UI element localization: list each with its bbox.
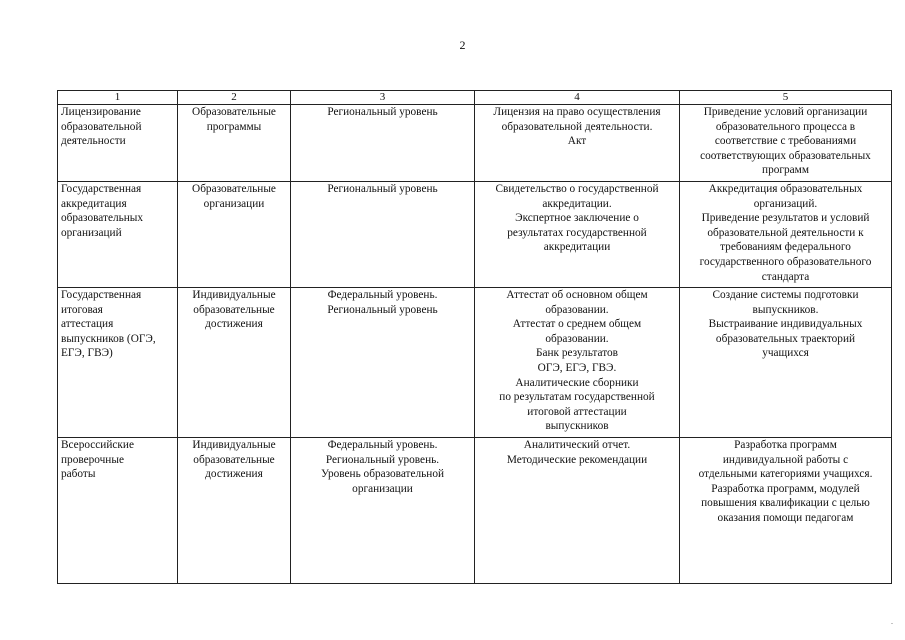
cell-text-line: Федеральный уровень.	[327, 289, 438, 301]
cell-text-line: Региональный уровень	[327, 106, 438, 118]
cell-text-line: Выстраивание индивидуальных	[708, 318, 863, 331]
cell-text-line: оказания помощи педагогам	[717, 511, 854, 524]
cell-text-line: образовательного процесса в	[715, 120, 856, 133]
cell-text-line: итоговой аттестации	[527, 405, 627, 418]
cell-text-line: Аналитический отчет.	[523, 439, 631, 451]
table-cell	[178, 182, 291, 288]
table-cell	[178, 288, 291, 438]
table-header-row	[58, 91, 892, 105]
cell-text-line: Методические рекомендации	[506, 453, 648, 466]
cell-text-line: Образовательные	[192, 106, 276, 118]
table-cell	[178, 438, 291, 584]
cell-text-line: Образовательные	[192, 183, 276, 195]
cell-text-line: Государственная	[61, 183, 142, 195]
cell-text-line: повышения квалификации с целью	[701, 497, 870, 510]
cell-text-line: Приведение результатов и условий	[701, 212, 870, 225]
cell-text-line: образовательных траекторий	[715, 332, 856, 345]
cell-text-line: Разработка программ, модулей	[711, 482, 860, 495]
cell-text-line: аккредитации	[543, 241, 611, 254]
cell-text-line: стандарта	[761, 270, 810, 283]
cell-text-line: образовательные	[193, 303, 275, 316]
table-cell	[680, 105, 892, 182]
cell-text-line: результатах государственной	[507, 226, 647, 239]
cell-text-line: Приведение условий организации	[703, 106, 868, 118]
cell-text-line: аккредитация	[61, 197, 127, 210]
document-table	[57, 90, 892, 584]
cell-text-line: работы	[61, 468, 96, 481]
cell-text-line: организации	[203, 197, 265, 210]
cell-text-line: образовании.	[545, 303, 609, 316]
cell-text-line: выпускников.	[752, 303, 819, 316]
cell-text-line: Аккредитация образовательных	[708, 183, 863, 195]
table-row	[58, 105, 892, 182]
cell-text-line: образовании.	[545, 332, 609, 345]
cell-text-line: Федеральный уровень.	[327, 439, 438, 451]
table-cell	[58, 105, 178, 182]
table-cell	[178, 105, 291, 182]
cell-text-line: программ	[762, 164, 809, 177]
cell-text-line: соответствие с требованиями	[714, 135, 857, 148]
table-cell	[680, 182, 892, 288]
cell-text-line: ЕГЭ, ГВЭ)	[61, 347, 113, 360]
cell-text-line: Аттестат о среднем общем	[512, 318, 642, 331]
cell-text-line: Индивидуальные	[192, 289, 276, 301]
scan-mark: .	[891, 617, 893, 626]
cell-text-line: Уровень образовательной	[320, 468, 445, 481]
table-row	[58, 182, 892, 288]
cell-text-line: Аналитические сборники	[515, 376, 639, 389]
table-cell	[475, 105, 680, 182]
cell-text-line: аккредитации.	[542, 197, 612, 210]
cell-text-line: организаций.	[753, 197, 818, 210]
cell-text-line: образовательных	[61, 212, 144, 225]
table-cell	[475, 182, 680, 288]
cell-text-line: Всероссийские	[61, 439, 134, 451]
table-cell	[291, 182, 475, 288]
cell-text-line: образовательной	[61, 120, 142, 133]
page-number: 2	[459, 38, 466, 52]
table-cell	[291, 438, 475, 584]
cell-text-line: Региональный уровень	[327, 183, 438, 195]
column-number: 2	[178, 91, 291, 105]
table-cell	[291, 105, 475, 182]
table-row	[58, 288, 892, 438]
cell-text-line: отдельными категориями учащихся.	[698, 468, 873, 481]
table-cell	[58, 438, 178, 584]
cell-text-line: итоговая	[61, 303, 103, 316]
cell-text-line: ОГЭ, ЕГЭ, ГВЭ.	[537, 361, 617, 374]
cell-text-line: учащихся	[762, 347, 809, 360]
cell-text-line: Аттестат об основном общем	[506, 289, 648, 301]
cell-text-line: выпускников	[545, 420, 609, 433]
cell-text-line: государственного образовательного	[699, 255, 872, 268]
table-cell	[475, 288, 680, 438]
cell-text-line: Банк результатов	[536, 347, 618, 360]
cell-text-line: Разработка программ	[734, 439, 837, 451]
cell-text-line: Лицензия на право осуществления	[493, 106, 661, 118]
cell-text-line: организации	[352, 482, 413, 495]
column-number: 3	[291, 91, 475, 105]
cell-text-line: аттестация	[61, 318, 114, 331]
cell-text-line: образовательной деятельности.	[501, 120, 653, 133]
table-cell	[680, 288, 892, 438]
cell-text-line: индивидуальной работы с	[722, 453, 849, 466]
cell-text-line: программы	[206, 120, 262, 133]
cell-text-line: деятельности	[61, 135, 126, 148]
cell-text-line: Экспертное заключение о	[515, 212, 639, 225]
cell-text-line: Региональный уровень.	[325, 453, 440, 466]
table-cell	[475, 438, 680, 584]
cell-text-line: достижения	[205, 468, 263, 481]
cell-text-line: Лицензирование	[61, 106, 141, 118]
table-cell	[680, 438, 892, 584]
cell-text-line: соответствующих образовательных	[700, 149, 871, 162]
cell-text-line: организаций	[61, 226, 122, 239]
cell-text-line: образовательные	[193, 453, 275, 466]
cell-text-line: выпускников (ОГЭ,	[61, 332, 156, 345]
cell-text-line: требованиям федерального	[720, 241, 851, 254]
cell-text-line: Региональный уровень	[327, 303, 438, 316]
column-number: 1	[58, 91, 178, 105]
cell-text-line: Создание системы подготовки	[712, 289, 859, 301]
table-row	[58, 438, 892, 584]
column-number: 5	[680, 91, 892, 105]
cell-text-line: Акт	[567, 135, 587, 148]
table-cell	[291, 288, 475, 438]
cell-text-line: Индивидуальные	[192, 439, 276, 451]
cell-text-line: Государственная	[61, 289, 142, 301]
column-number: 4	[475, 91, 680, 105]
cell-text-line: по результатам государственной	[499, 391, 655, 404]
cell-text-line: достижения	[205, 318, 263, 331]
cell-text-line: образовательной деятельности к	[707, 226, 864, 239]
table-cell	[58, 182, 178, 288]
table-cell	[58, 288, 178, 438]
cell-text-line: Свидетельство о государственной	[495, 183, 659, 195]
cell-text-line: проверочные	[61, 453, 124, 466]
